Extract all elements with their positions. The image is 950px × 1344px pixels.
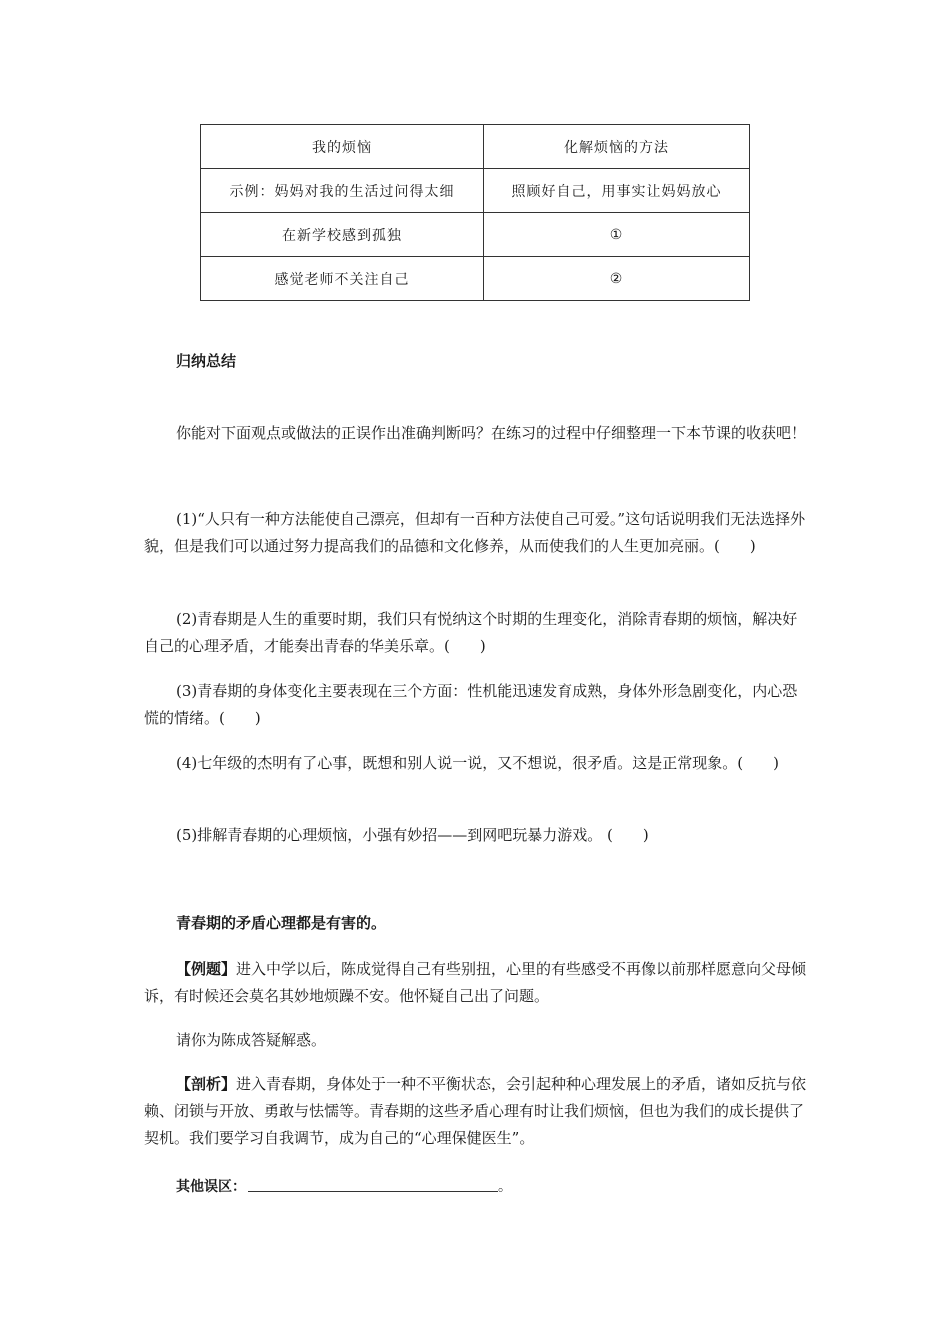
table-cell: 在新学校感到孤独 bbox=[201, 213, 484, 257]
summary-intro: 你能对下面观点或做法的正误作出准确判断吗？在练习的过程中仔细整理一下本节课的收获吧！ bbox=[176, 424, 807, 442]
analysis-label: 【剖析】 bbox=[176, 1075, 237, 1093]
table-header-cell: 我的烦恼 bbox=[201, 125, 484, 169]
misconception-heading: 青春期的矛盾心理都是有害的。 bbox=[176, 914, 387, 932]
summary-heading: 归纳总结 bbox=[176, 352, 237, 370]
example-label: 【例题】 bbox=[176, 960, 237, 978]
judgement-item-5: (5)排解青春期的心理烦恼，小强有妙招——到网吧玩暴力游戏。 ( ) bbox=[176, 826, 649, 844]
example-paragraph bbox=[144, 956, 810, 1010]
table-cell: ② bbox=[484, 257, 750, 301]
table-header-cell: 化解烦恼的方法 bbox=[484, 125, 750, 169]
table-cell: 感觉老师不关注自己 bbox=[201, 257, 484, 301]
example-text: 进入中学以后，陈成觉得自己有些别扭，心里的有些感受不再像以前那样愿意向父母倾诉，有时候还会莫名其妙地烦躁不安。他怀疑自己出了问题。 bbox=[144, 960, 807, 1005]
worry-table bbox=[200, 124, 750, 301]
judgement-item-2: (2)青春期是人生的重要时期，我们只有悦纳这个时期的生理变化，消除青春期的烦恼，解决好自己的心理矛盾，才能奏出青春的华美乐章。( ) bbox=[144, 610, 798, 655]
table-header-row bbox=[201, 125, 750, 169]
table-row bbox=[201, 257, 750, 301]
table-cell: ① bbox=[484, 213, 750, 257]
question-paragraph: 请你为陈成答疑解惑。 bbox=[176, 1031, 327, 1049]
answer-blank-line[interactable] bbox=[248, 1177, 498, 1192]
judgement-item-1: (1)“人只有一种方法能使自己漂亮，但却有一百种方法使自己可爱。”这句话说明我们无法选择外貌，但是我们可以通过努力提高我们的品德和文化修养，从而使我们的人生更加亮丽。( ) bbox=[144, 510, 806, 555]
other-misconceptions-end: 。 bbox=[498, 1179, 512, 1195]
other-misconceptions-line bbox=[176, 1176, 512, 1196]
table-row bbox=[201, 213, 750, 257]
analysis-paragraph bbox=[144, 1071, 810, 1152]
judgement-item-4: (4)七年级的杰明有了心事，既想和别人说一说，又不想说，很矛盾。这是正常现象。( ) bbox=[176, 754, 779, 772]
table-cell: 示例：妈妈对我的生活过问得太细 bbox=[201, 169, 484, 213]
analysis-text: 进入青春期，身体处于一种不平衡状态，会引起种种心理发展上的矛盾，诸如反抗与依赖、闭锁与开放、勇敢与怯懦等。青春期的这些矛盾心理有时让我们烦恼，但也为我们的成长提供了契机。我们要学习自我调节，成为自己的“心理保健医生”。 bbox=[144, 1075, 807, 1147]
table-cell: 照顾好自己，用事实让妈妈放心 bbox=[484, 169, 750, 213]
other-misconceptions-label: 其他误区： bbox=[176, 1179, 246, 1195]
table-row bbox=[201, 169, 750, 213]
judgement-item-3: (3)青春期的身体变化主要表现在三个方面：性机能迅速发育成熟，身体外形急剧变化，内心恐慌的情绪。( ) bbox=[144, 682, 798, 727]
